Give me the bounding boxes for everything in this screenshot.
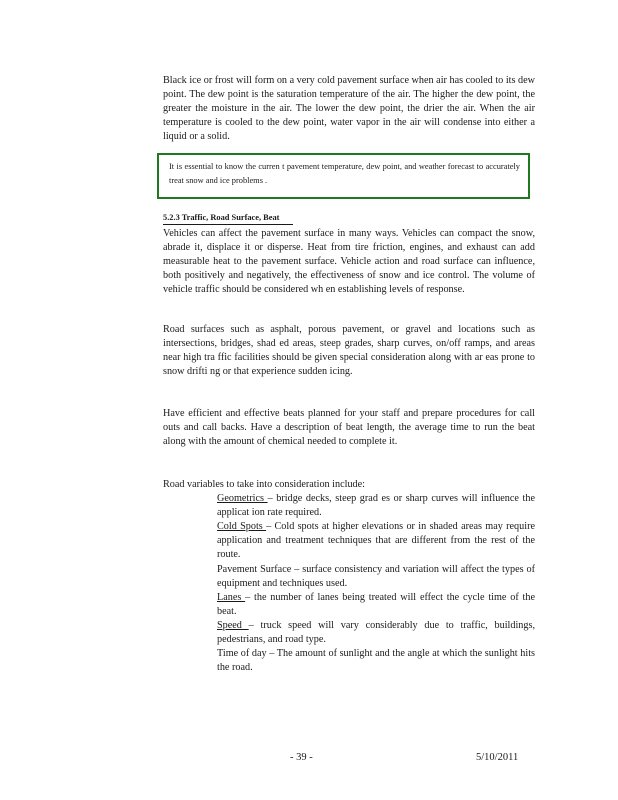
bullet-text: Time of day – The amount of sunlight and the angle at which the sunlight hits the road. xyxy=(217,648,535,674)
paragraph-beats: Have efficient and effective beats planned for your staff and prepare procedures for call outs and call backs. Have a description of beat length, the average time to run the beat along with the amount of chemical needed to complete it. xyxy=(163,408,535,448)
list-item xyxy=(163,563,535,591)
page-number: - 39 - xyxy=(290,752,313,763)
callout-text: It is essential to know the curren t pavement temperature, dew point, and weather forecast to accurately treat snow and ice problems . xyxy=(169,162,520,185)
list-item xyxy=(163,492,535,520)
road-variables-section xyxy=(163,478,535,675)
bullet-text: – the number of lanes being treated will effect the cycle time of the beat. xyxy=(217,591,535,617)
list-item xyxy=(163,520,535,562)
bullet-term: Speed xyxy=(217,619,249,631)
bullet-term: Cold Spots xyxy=(217,521,267,533)
list-item xyxy=(163,647,535,675)
paragraph-black-ice: Black ice or frost will form on a very cold pavement surface when air has cooled to its dew point. The dew point is the saturation temperature of the air. The higher the dew point, the greater the moisture in the air. The lower the dew point, the drier the air. When the air temperature is cooled to the dew point, water vapor in the air will condense into either a liquid or a solid. xyxy=(163,75,535,143)
road-variables-list xyxy=(163,492,535,675)
bullet-term: Lanes xyxy=(217,591,246,603)
paragraph-vehicles: Vehicles can affect the pavement surface in many ways. Vehicles can compact the snow, abrade it, displace it or disperse. Heat from tire friction, engines, and exhaust can add measurable heat to the pavement surface. Vehicle action and road surface can influence, both positively and negatively, the effectiveness of snow and ice control. The volume of vehicle traffic should be considered wh en establishing levels of response. xyxy=(163,228,535,296)
bullet-text: Pavement Surface – surface consistency and variation will affect the types of equipment and techniques used. xyxy=(217,563,535,589)
section-heading: 5.2.3 Traffic, Road Surface, Beat xyxy=(163,212,293,225)
list-intro: Road variables to take into consideration include: xyxy=(163,479,365,490)
callout-box xyxy=(157,153,530,199)
list-item xyxy=(163,591,535,619)
footer-date: 5/10/2011 xyxy=(476,752,519,763)
paragraph-road-surfaces: Road surfaces such as asphalt, porous pavement, or gravel and locations such as intersections, bridges, shad ed areas, steep grades, sharp curves, on/off ramps, and areas near high tra ffic facilities should be given special consideration along with ar eas prone to snow drifti ng or that experience sudden icing. xyxy=(163,324,535,378)
bullet-text: – bridge decks, steep grad es or sharp curves will influence the applicat ion rate required. xyxy=(217,493,535,519)
bullet-term: Geometrics xyxy=(217,493,268,505)
bullet-text: – truck speed will vary considerably due to traffic, buildings, pedestrians, and road type. xyxy=(217,619,535,646)
bullet-text: – Cold spots at higher elevations or in shaded areas may require application and treatment techniques that are different from the rest of the route. xyxy=(217,521,535,561)
list-item xyxy=(163,619,535,647)
